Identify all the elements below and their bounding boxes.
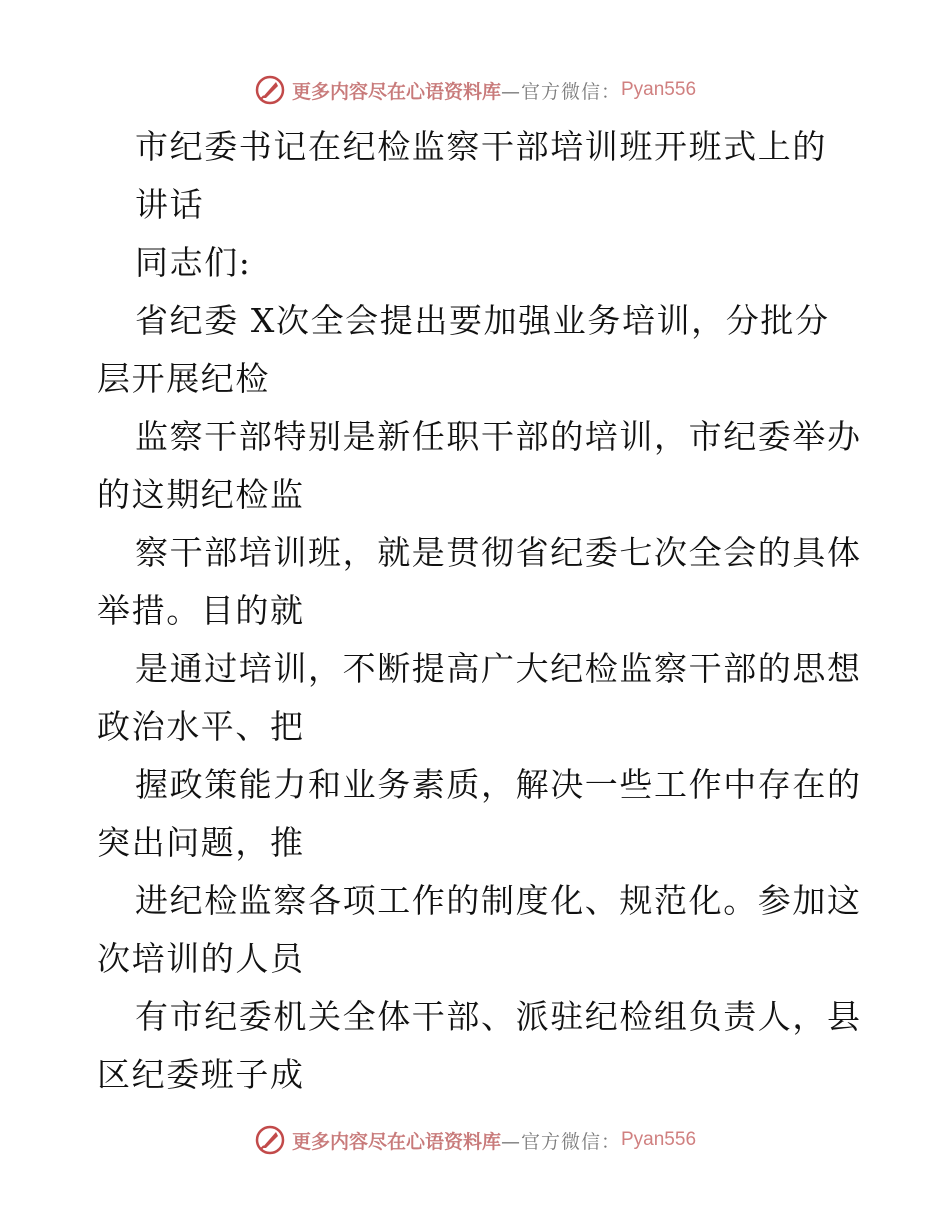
text-line: 握政策能力和业务素质，解决一些工作中存在的 (135, 765, 862, 804)
text-line: 举措。目的就 (97, 591, 305, 630)
text-line: 突出问题，推 (97, 823, 305, 862)
watermark-sub-text: —官方微信： (500, 80, 621, 103)
footer-watermark (0, 1120, 950, 1160)
text-line: 政治水平、把 (97, 707, 305, 746)
feather-pen-icon (254, 74, 286, 106)
text-line: 讲话 (135, 185, 205, 224)
watermark-main-text: 更多内容尽在心语资料库 (291, 1130, 501, 1153)
text-line: 察干部培训班，就是贯彻省纪委七次全会的具体 (135, 533, 862, 572)
text-line: 同志们: (135, 243, 252, 282)
text-line: 是通过培训，不断提高广大纪检监察干部的思想 (135, 649, 862, 688)
watermark-wechat-id: Pyan556 (621, 79, 697, 100)
watermark-sub-text: —官方微信： (500, 1130, 621, 1153)
document-body (97, 118, 867, 1104)
header-watermark (0, 70, 950, 110)
text-line: 层开展纪检 (97, 359, 270, 398)
text-line: 进纪检监察各项工作的制度化、规范化。参加这 (135, 881, 862, 920)
text-line: 有市纪委机关全体干部、派驻纪检组负责人，县 (135, 997, 862, 1036)
watermark-main-text: 更多内容尽在心语资料库 (291, 80, 501, 103)
text-line: 区纪委班子成 (97, 1055, 305, 1094)
feather-pen-icon (254, 1124, 286, 1156)
text-line: 省纪委 X次全会提出要加强业务培训，分批分 (135, 301, 830, 340)
watermark-wechat-id: Pyan556 (621, 1129, 697, 1150)
text-line: 市纪委书记在纪检监察干部培训班开班式上的 (135, 127, 827, 166)
text-line: 次培训的人员 (97, 939, 305, 978)
text-line: 的这期纪检监 (97, 475, 305, 514)
text-line: 监察干部特别是新任职干部的培训，市纪委举办 (135, 417, 862, 456)
